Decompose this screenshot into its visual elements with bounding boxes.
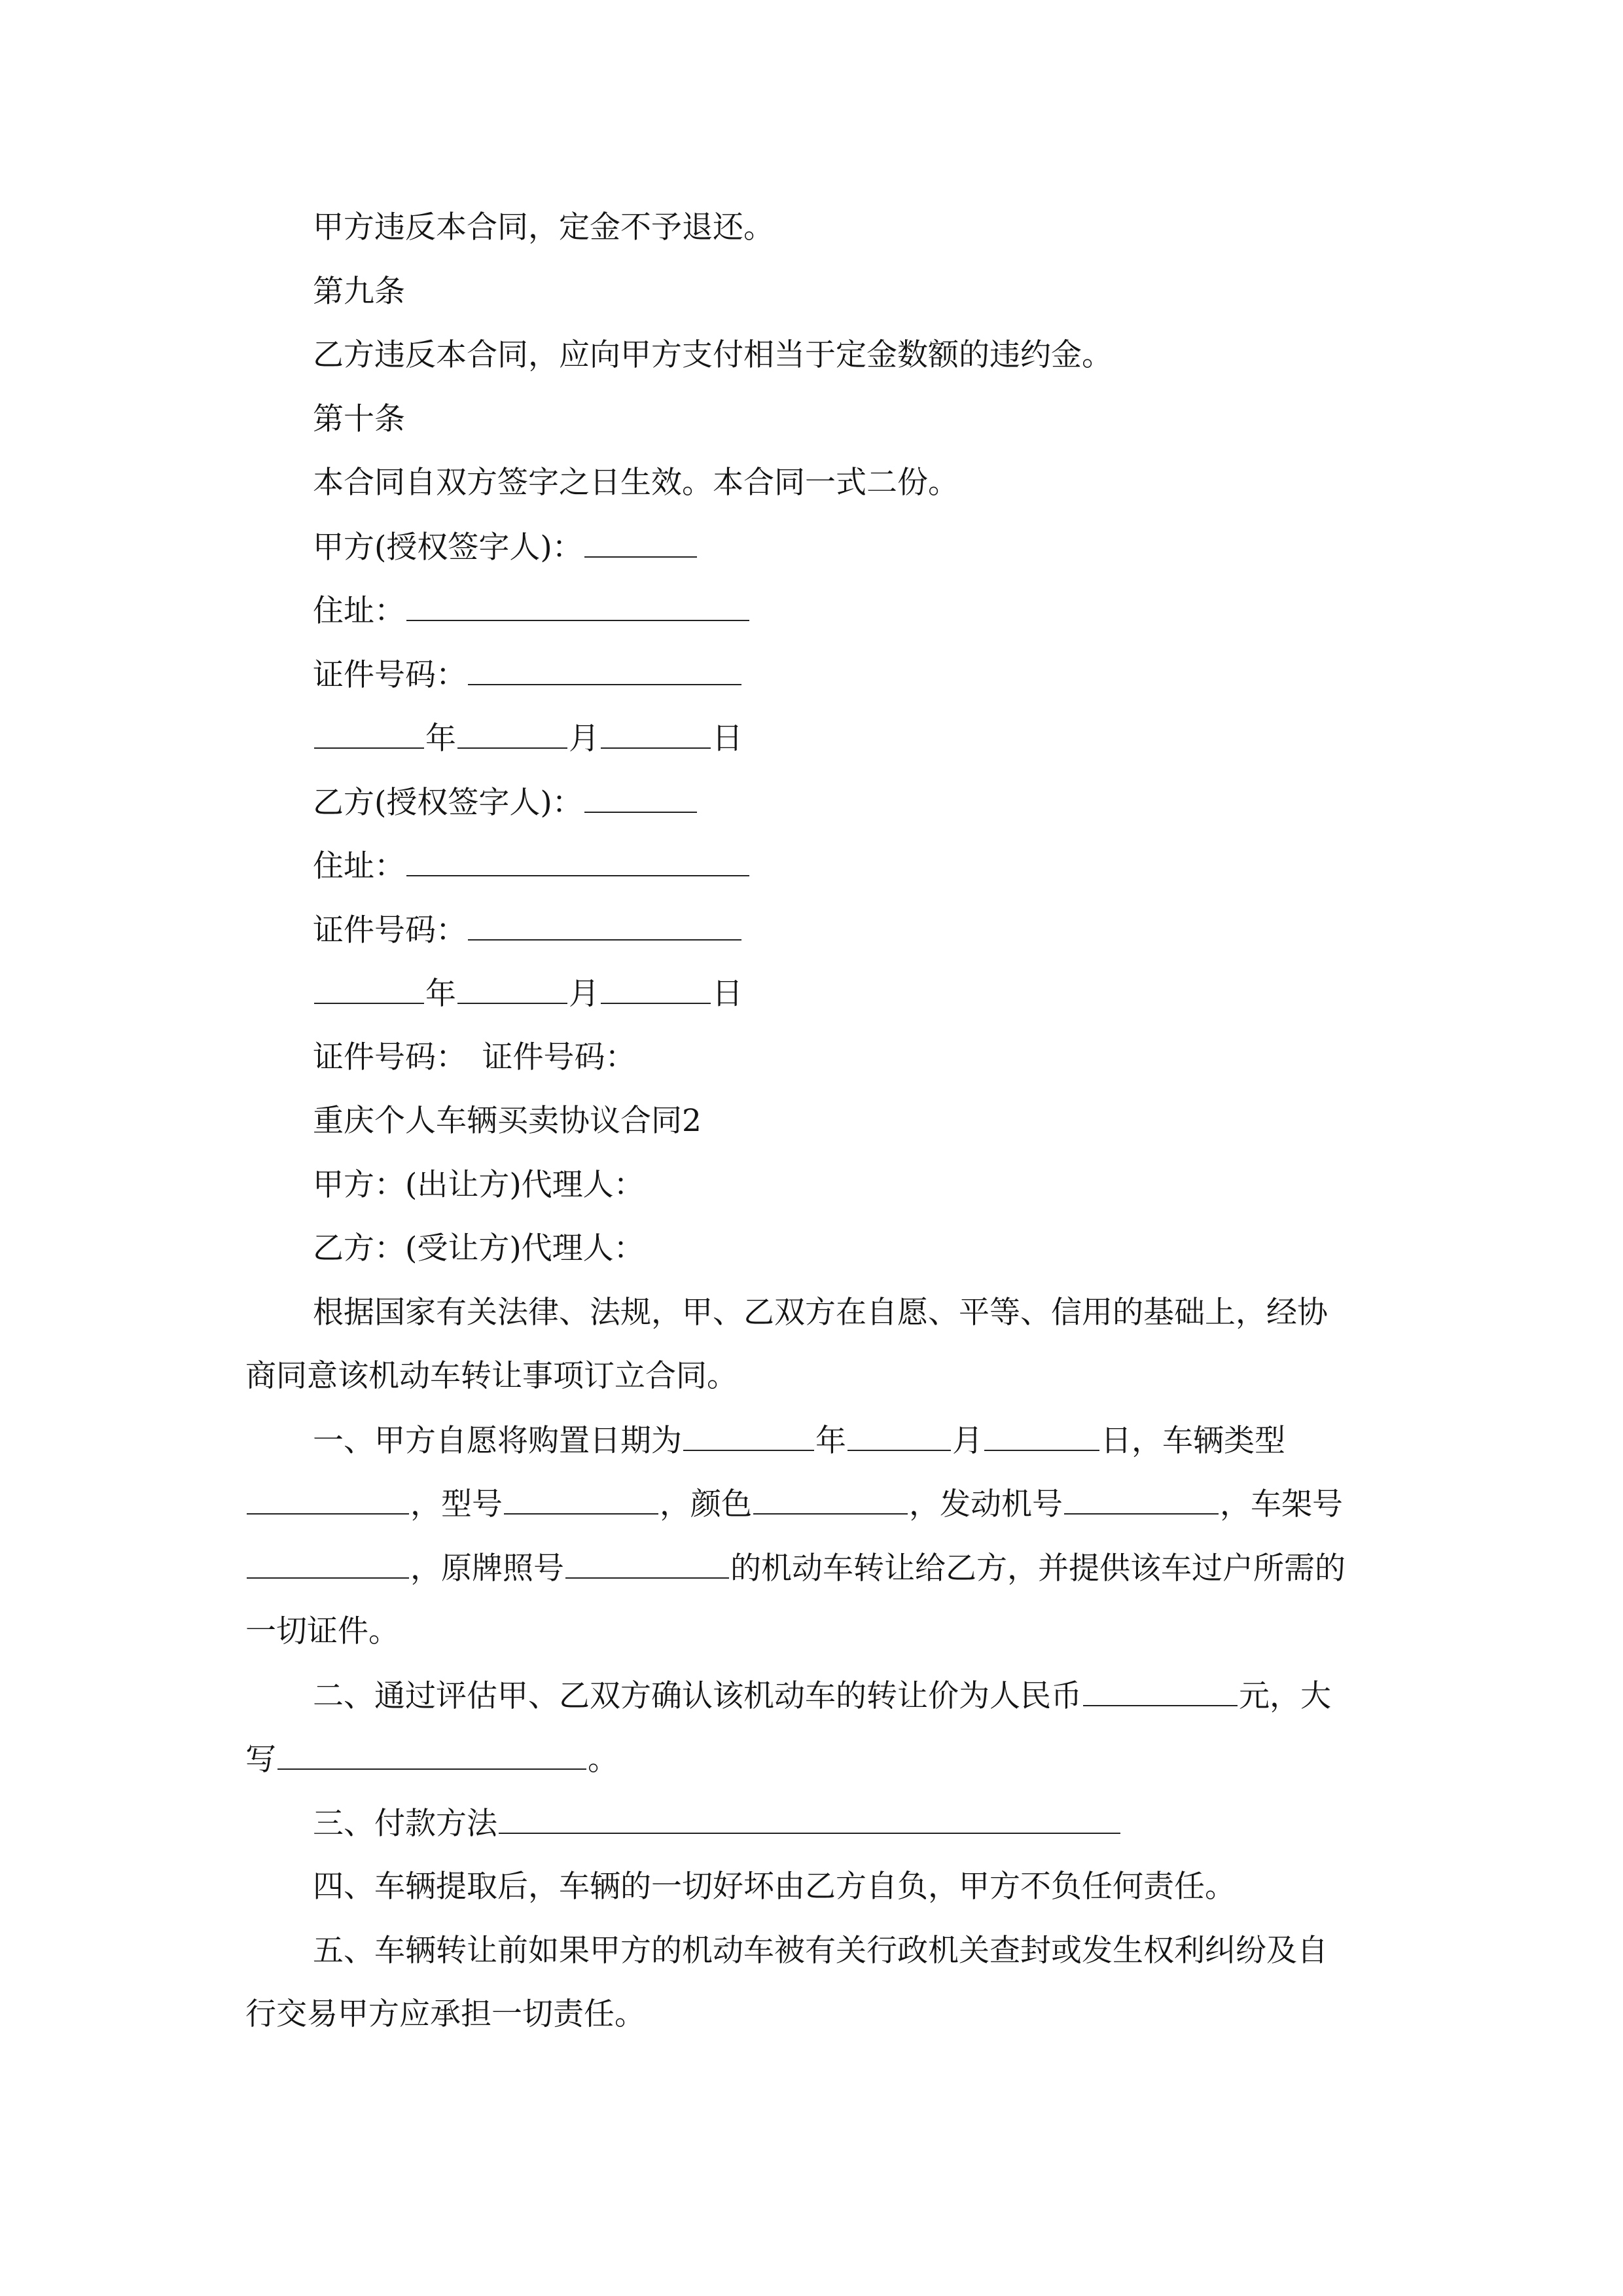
day-blank — [601, 974, 711, 1004]
day-label: 日 — [712, 721, 743, 757]
party-b-line: 乙方：(受让方)代理人： — [313, 1230, 645, 1266]
day-blank — [601, 719, 711, 749]
id-pair-line: 证件号码： 证件号码： — [313, 1039, 636, 1075]
uppercase-label: 写 — [245, 1742, 276, 1778]
contract-title: 重庆个人车辆买卖协议合同2 — [313, 1103, 702, 1139]
plate-number-blank — [565, 1549, 729, 1579]
payment-method-blank — [499, 1804, 1120, 1834]
party-b-signer-label: 乙方(授权签字人)： — [313, 785, 583, 821]
plate-number-label: ，原牌照号 — [410, 1551, 564, 1587]
color-blank — [753, 1484, 908, 1515]
engine-number-label: ，发动机号 — [909, 1486, 1063, 1522]
clause-two-line — [245, 1740, 618, 1780]
clause-one-rest: 的机动车转让给乙方，并提供该车过户所需的 — [730, 1551, 1346, 1587]
signature-blank — [584, 528, 697, 558]
party-a-address-line — [313, 591, 751, 631]
day-label: 日 — [712, 976, 743, 1012]
purchase-month-blank — [847, 1421, 951, 1451]
year-label: 年 — [815, 1423, 846, 1459]
address-label: 住址： — [313, 593, 405, 629]
clause-one-line — [313, 1421, 1285, 1461]
vehicle-type-label: 日，车辆类型 — [1101, 1423, 1285, 1459]
party-a-signer-label: 甲方(授权签字人)： — [313, 529, 583, 565]
purchase-year-blank — [683, 1421, 814, 1451]
id-label: 证件号码： — [313, 912, 467, 948]
month-label: 月 — [569, 721, 599, 757]
frame-number-label: ，车架号 — [1220, 1486, 1343, 1522]
party-a-id-line — [313, 655, 743, 695]
frame-number-blank — [247, 1549, 409, 1579]
year-blank — [314, 719, 424, 749]
party-b-date-line — [313, 974, 743, 1014]
month-blank — [457, 719, 567, 749]
id-blank — [468, 910, 741, 941]
clause-text: 甲方违反本合同，定金不予退还。 — [313, 209, 774, 245]
clause-one-lead: 一、甲方自愿将购置日期为 — [313, 1423, 682, 1459]
party-b-address-line — [313, 846, 751, 886]
address-blank — [406, 846, 749, 876]
uppercase-amount-blank — [277, 1740, 586, 1770]
clause-text: 本合同自双方签字之日生效。本合同一式二份。 — [313, 465, 959, 501]
party-a-line: 甲方：(出让方)代理人： — [313, 1167, 645, 1203]
model-label: ，型号 — [410, 1486, 503, 1522]
article-heading: 第九条 — [313, 274, 405, 310]
party-b-signer-line — [313, 783, 698, 823]
clause-four-line: 四、车辆提取后，车辆的一切好坏由乙方自负，甲方不负任何责任。 — [313, 1869, 1236, 1905]
month-label: 月 — [569, 976, 599, 1012]
party-b-id-line — [313, 910, 743, 950]
intro-paragraph-line: 商同意该机动车转让事项订立合同。 — [245, 1358, 738, 1394]
clause-two-line — [313, 1676, 1331, 1716]
clause-one-line — [245, 1549, 1346, 1588]
month-blank — [457, 974, 567, 1004]
purchase-day-blank — [984, 1421, 1099, 1451]
id-label: 证件号码： — [313, 657, 467, 693]
clause-five-line: 行交易甲方应承担一切责任。 — [245, 1996, 645, 2032]
clause-three-line — [313, 1804, 1122, 1844]
id-blank — [468, 655, 741, 685]
clause-two-lead: 二、通过评估甲、乙双方确认该机动车的转让价为人民币 — [313, 1678, 1082, 1714]
article-heading: 第十条 — [313, 401, 405, 437]
clause-five-line: 五、车辆转让前如果甲方的机动车被有关行政机关查封或发生权利纠纷及自 — [313, 1933, 1328, 1969]
clause-one-line — [245, 1484, 1343, 1524]
year-label: 年 — [425, 976, 456, 1012]
vehicle-type-blank — [247, 1484, 409, 1515]
price-blank — [1083, 1676, 1238, 1706]
model-blank — [504, 1484, 658, 1515]
clause-text: 乙方违反本合同，应向甲方支付相当于定金数额的违约金。 — [313, 337, 1113, 373]
address-label: 住址： — [313, 848, 405, 884]
engine-number-blank — [1064, 1484, 1219, 1515]
clause-one-line: 一切证件。 — [245, 1613, 399, 1649]
party-a-date-line — [313, 719, 743, 759]
year-label: 年 — [425, 721, 456, 757]
payment-method-label: 三、付款方法 — [313, 1806, 497, 1842]
clause-two-unit: 元，大 — [1239, 1678, 1331, 1714]
period: 。 — [588, 1742, 618, 1778]
year-blank — [314, 974, 424, 1004]
month-label: 月 — [952, 1423, 983, 1459]
address-blank — [406, 591, 749, 621]
party-a-signer-line — [313, 528, 698, 567]
signature-blank — [584, 783, 697, 813]
intro-paragraph-line: 根据国家有关法律、法规，甲、乙双方在自愿、平等、信用的基础上，经协 — [313, 1295, 1328, 1331]
color-label: ，颜色 — [660, 1486, 752, 1522]
